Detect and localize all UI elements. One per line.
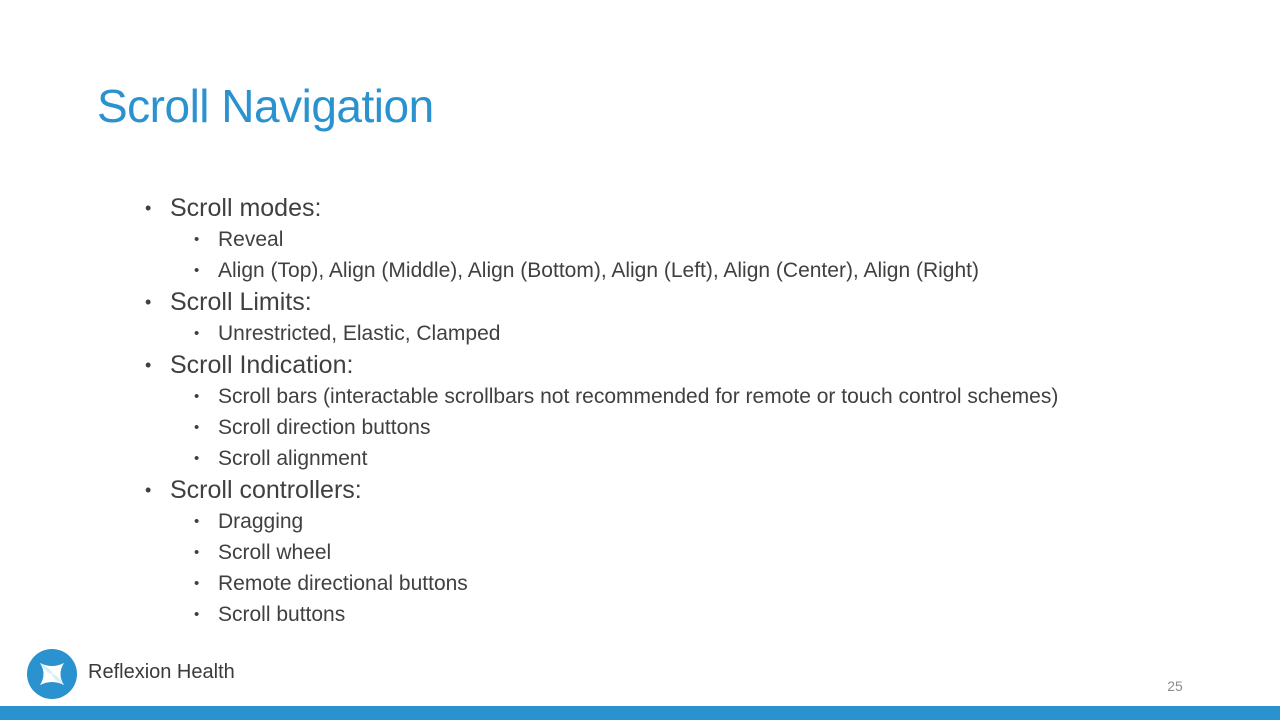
bullet-level-2	[145, 412, 1225, 443]
bullet-item: Unrestricted, Elastic, Clamped	[218, 322, 501, 345]
bullet-dot-icon: •	[194, 325, 200, 342]
bullet-level-1	[145, 349, 1225, 381]
bullet-item: Remote directional buttons	[218, 572, 468, 595]
bullet-dot-icon: •	[194, 419, 200, 436]
bullet-dot-icon: •	[145, 292, 152, 312]
footer-bar	[0, 706, 1280, 720]
bullet-dot-icon: •	[194, 606, 200, 623]
bullet-dot-icon: •	[194, 450, 200, 467]
bullet-level-2	[145, 568, 1225, 599]
bullet-dot-icon: •	[194, 513, 200, 530]
bullet-dot-icon: •	[194, 262, 200, 279]
bullet-item: Scroll alignment	[218, 447, 368, 470]
bullet-level-2	[145, 224, 1225, 255]
bullet-dot-icon: •	[194, 575, 200, 592]
bullet-item: Align (Top), Align (Middle), Align (Bottom), Align (Left), Align (Center), Align (Right)	[218, 259, 979, 282]
bullet-level-2	[145, 381, 1225, 412]
bullet-item: Scroll buttons	[218, 603, 346, 626]
bullet-list	[145, 192, 1225, 630]
bullet-dot-icon: •	[145, 198, 152, 218]
bullet-level-2	[145, 255, 1225, 286]
bullet-level-2	[145, 537, 1225, 568]
bullet-item: Dragging	[218, 510, 304, 533]
bullet-dot-icon: •	[145, 355, 152, 375]
bullet-level-2	[145, 443, 1225, 474]
bullet-item: Reveal	[218, 228, 284, 251]
bullet-dot-icon: •	[194, 231, 200, 248]
bullet-item: Scroll direction buttons	[218, 416, 431, 439]
slide-title: Scroll Navigation	[97, 80, 434, 132]
section-label-scroll-modes: Scroll modes:	[170, 194, 322, 222]
bullet-level-2	[145, 506, 1225, 537]
bullet-level-1	[145, 192, 1225, 224]
bullet-item: Scroll wheel	[218, 541, 332, 564]
brand-name: Reflexion Health	[88, 661, 235, 683]
bullet-dot-icon: •	[194, 388, 200, 405]
bullet-dot-icon: •	[145, 480, 152, 500]
section-label-scroll-indication: Scroll Indication:	[170, 351, 354, 379]
bullet-level-2	[145, 599, 1225, 630]
page-number: 25	[1167, 678, 1183, 694]
bullet-dot-icon: •	[194, 544, 200, 561]
bullet-level-1	[145, 474, 1225, 506]
section-label-scroll-controllers: Scroll controllers:	[170, 476, 362, 504]
bullet-level-2	[145, 318, 1225, 349]
bullet-item: Scroll bars (interactable scrollbars not recommended for remote or touch control schemes)	[218, 385, 1059, 408]
reflexion-health-logo-icon	[27, 649, 77, 699]
bullet-level-1	[145, 286, 1225, 318]
section-label-scroll-limits: Scroll Limits:	[170, 288, 312, 316]
